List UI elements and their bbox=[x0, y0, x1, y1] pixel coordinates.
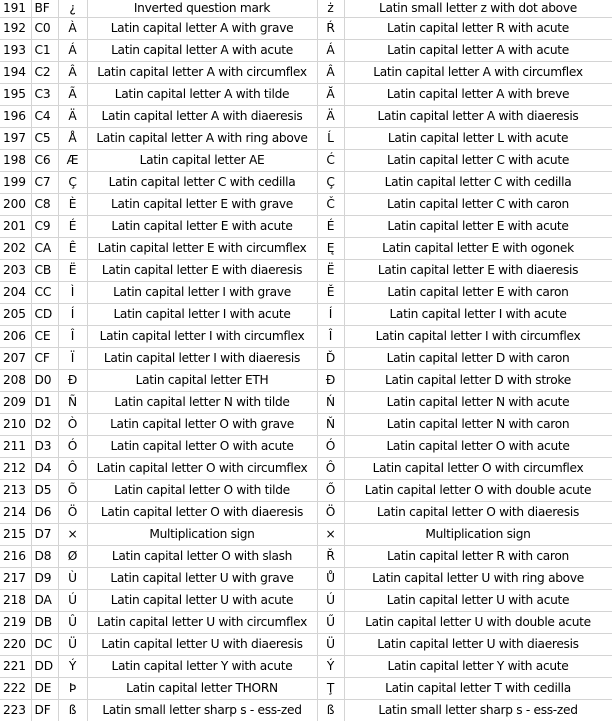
character-cell[interactable]: Å bbox=[58, 128, 87, 150]
hex-code-cell[interactable]: CB bbox=[31, 260, 58, 282]
character-cell[interactable]: Ý bbox=[58, 656, 87, 678]
decimal-code-cell[interactable]: 222 bbox=[0, 678, 31, 700]
alt-character-cell[interactable]: Ă bbox=[317, 84, 344, 106]
character-description-cell[interactable]: Latin capital letter O with grave bbox=[87, 414, 317, 436]
alt-character-cell[interactable]: Â bbox=[317, 62, 344, 84]
hex-code-cell[interactable]: D9 bbox=[31, 568, 58, 590]
decimal-code-cell[interactable]: 201 bbox=[0, 216, 31, 238]
decimal-code-cell[interactable]: 199 bbox=[0, 172, 31, 194]
alt-character-cell[interactable]: Ú bbox=[317, 590, 344, 612]
decimal-code-cell[interactable]: 214 bbox=[0, 502, 31, 524]
alt-character-cell[interactable]: Ü bbox=[317, 634, 344, 656]
character-description-cell[interactable]: Latin small letter sharp s - ess-zed bbox=[87, 700, 317, 721]
character-description-cell[interactable]: Latin capital letter U with grave bbox=[87, 568, 317, 590]
hex-code-cell[interactable]: C1 bbox=[31, 40, 58, 62]
table-row bbox=[0, 282, 612, 304]
character-cell[interactable]: Ù bbox=[58, 568, 87, 590]
alt-character-cell[interactable]: Á bbox=[317, 40, 344, 62]
alt-character-description-cell[interactable]: Latin capital letter O with diaeresis bbox=[344, 502, 612, 524]
table-row bbox=[0, 700, 612, 721]
character-cell[interactable]: Û bbox=[58, 612, 87, 634]
alt-character-description-cell[interactable]: Latin capital letter D with stroke bbox=[344, 370, 612, 392]
alt-character-cell[interactable]: Ô bbox=[317, 458, 344, 480]
character-cell[interactable]: Â bbox=[58, 62, 87, 84]
hex-code-cell[interactable]: C0 bbox=[31, 18, 58, 40]
alt-character-cell[interactable]: Ö bbox=[317, 502, 344, 524]
decimal-code-cell[interactable]: 220 bbox=[0, 634, 31, 656]
alt-character-description-cell[interactable]: Latin small letter sharp s - ess-zed bbox=[344, 700, 612, 721]
alt-character-cell[interactable]: Ţ bbox=[317, 678, 344, 700]
alt-character-cell[interactable]: × bbox=[317, 524, 344, 546]
table-row bbox=[0, 678, 612, 700]
decimal-code-cell[interactable]: 207 bbox=[0, 348, 31, 370]
character-description-cell[interactable]: Latin capital letter C with cedilla bbox=[87, 172, 317, 194]
hex-code-cell[interactable]: C4 bbox=[31, 106, 58, 128]
decimal-code-cell[interactable]: 208 bbox=[0, 370, 31, 392]
alt-character-description-cell[interactable]: Latin capital letter U with ring above bbox=[344, 568, 612, 590]
character-cell[interactable]: Ø bbox=[58, 546, 87, 568]
decimal-code-cell[interactable]: 210 bbox=[0, 414, 31, 436]
character-description-cell[interactable]: Latin capital letter A with ring above bbox=[87, 128, 317, 150]
decimal-code-cell[interactable]: 212 bbox=[0, 458, 31, 480]
character-description-cell[interactable]: Latin capital letter A with tilde bbox=[87, 84, 317, 106]
hex-code-cell[interactable]: D1 bbox=[31, 392, 58, 414]
alt-character-cell[interactable]: Ů bbox=[317, 568, 344, 590]
character-cell[interactable]: È bbox=[58, 194, 87, 216]
alt-character-cell[interactable]: Ę bbox=[317, 238, 344, 260]
hex-code-cell[interactable]: C6 bbox=[31, 150, 58, 172]
alt-character-cell[interactable]: Ű bbox=[317, 612, 344, 634]
alt-character-description-cell[interactable]: Latin capital letter U with double acute bbox=[344, 612, 612, 634]
alt-character-cell[interactable]: Ő bbox=[317, 480, 344, 502]
alt-character-cell[interactable]: Ç bbox=[317, 172, 344, 194]
alt-character-cell[interactable]: Ř bbox=[317, 546, 344, 568]
decimal-code-cell[interactable]: 209 bbox=[0, 392, 31, 414]
character-cell[interactable]: Ï bbox=[58, 348, 87, 370]
alt-character-description-cell[interactable]: Latin capital letter A with acute bbox=[344, 40, 612, 62]
hex-code-cell[interactable]: CF bbox=[31, 348, 58, 370]
hex-code-cell[interactable]: C7 bbox=[31, 172, 58, 194]
character-cell[interactable]: Ç bbox=[58, 172, 87, 194]
table-row bbox=[0, 238, 612, 260]
character-description-cell[interactable]: Inverted question mark bbox=[87, 0, 317, 18]
alt-character-description-cell[interactable]: Latin capital letter A with circumflex bbox=[344, 62, 612, 84]
decimal-code-cell[interactable]: 203 bbox=[0, 260, 31, 282]
decimal-code-cell[interactable]: 193 bbox=[0, 40, 31, 62]
table-row bbox=[0, 436, 612, 458]
character-description-cell[interactable]: Latin capital letter O with tilde bbox=[87, 480, 317, 502]
decimal-code-cell[interactable]: 218 bbox=[0, 590, 31, 612]
table-row bbox=[0, 458, 612, 480]
character-description-cell[interactable]: Latin capital letter O with slash bbox=[87, 546, 317, 568]
alt-character-cell[interactable]: Ä bbox=[317, 106, 344, 128]
alt-character-description-cell[interactable]: Latin small letter z with dot above bbox=[344, 0, 612, 18]
alt-character-description-cell[interactable]: Latin capital letter O with double acute bbox=[344, 480, 612, 502]
character-cell[interactable]: Ñ bbox=[58, 392, 87, 414]
hex-code-cell[interactable]: C9 bbox=[31, 216, 58, 238]
character-cell[interactable]: Ú bbox=[58, 590, 87, 612]
character-cell[interactable]: Á bbox=[58, 40, 87, 62]
character-cell[interactable]: Õ bbox=[58, 480, 87, 502]
table-row bbox=[0, 0, 612, 18]
character-description-cell[interactable]: Latin capital letter O with diaeresis bbox=[87, 502, 317, 524]
character-description-cell[interactable]: Latin capital letter A with grave bbox=[87, 18, 317, 40]
table-row bbox=[0, 634, 612, 656]
alt-character-cell[interactable]: Ŕ bbox=[317, 18, 344, 40]
character-cell[interactable]: Æ bbox=[58, 150, 87, 172]
character-description-cell[interactable]: Latin capital letter E with diaeresis bbox=[87, 260, 317, 282]
decimal-code-cell[interactable]: 217 bbox=[0, 568, 31, 590]
hex-code-cell[interactable]: CC bbox=[31, 282, 58, 304]
character-description-cell[interactable]: Multiplication sign bbox=[87, 524, 317, 546]
table-row bbox=[0, 40, 612, 62]
character-cell[interactable]: Ó bbox=[58, 436, 87, 458]
alt-character-description-cell[interactable]: Latin capital letter R with caron bbox=[344, 546, 612, 568]
hex-code-cell[interactable]: D8 bbox=[31, 546, 58, 568]
hex-code-cell[interactable]: D3 bbox=[31, 436, 58, 458]
character-description-cell[interactable]: Latin capital letter E with circumflex bbox=[87, 238, 317, 260]
decimal-code-cell[interactable]: 196 bbox=[0, 106, 31, 128]
alt-character-description-cell[interactable]: Latin capital letter E with caron bbox=[344, 282, 612, 304]
alt-character-description-cell[interactable]: Multiplication sign bbox=[344, 524, 612, 546]
decimal-code-cell[interactable]: 192 bbox=[0, 18, 31, 40]
table-row bbox=[0, 150, 612, 172]
alt-character-cell[interactable]: Ĺ bbox=[317, 128, 344, 150]
alt-character-description-cell[interactable]: Latin capital letter N with caron bbox=[344, 414, 612, 436]
alt-character-description-cell[interactable]: Latin capital letter L with acute bbox=[344, 128, 612, 150]
decimal-code-cell[interactable]: 216 bbox=[0, 546, 31, 568]
character-cell[interactable]: Ò bbox=[58, 414, 87, 436]
decimal-code-cell[interactable]: 206 bbox=[0, 326, 31, 348]
decimal-code-cell[interactable]: 194 bbox=[0, 62, 31, 84]
table-row bbox=[0, 216, 612, 238]
hex-code-cell[interactable]: D5 bbox=[31, 480, 58, 502]
character-cell[interactable]: Ô bbox=[58, 458, 87, 480]
alt-character-description-cell[interactable]: Latin capital letter O with acute bbox=[344, 436, 612, 458]
table-row bbox=[0, 590, 612, 612]
alt-character-description-cell[interactable]: Latin capital letter D with caron bbox=[344, 348, 612, 370]
table-row bbox=[0, 656, 612, 678]
decimal-code-cell[interactable]: 204 bbox=[0, 282, 31, 304]
table-row bbox=[0, 502, 612, 524]
hex-code-cell[interactable]: DB bbox=[31, 612, 58, 634]
character-cell[interactable]: ¿ bbox=[58, 0, 87, 18]
character-description-cell[interactable]: Latin capital letter THORN bbox=[87, 678, 317, 700]
decimal-code-cell[interactable]: 213 bbox=[0, 480, 31, 502]
alt-character-description-cell[interactable]: Latin capital letter I with acute bbox=[344, 304, 612, 326]
alt-character-cell[interactable]: Î bbox=[317, 326, 344, 348]
alt-character-description-cell[interactable]: Latin capital letter R with acute bbox=[344, 18, 612, 40]
table-row bbox=[0, 546, 612, 568]
alt-character-cell[interactable]: Ň bbox=[317, 414, 344, 436]
decimal-code-cell[interactable]: 215 bbox=[0, 524, 31, 546]
hex-code-cell[interactable]: C8 bbox=[31, 194, 58, 216]
alt-character-description-cell[interactable]: Latin capital letter E with acute bbox=[344, 216, 612, 238]
hex-code-cell[interactable]: D4 bbox=[31, 458, 58, 480]
character-description-cell[interactable]: Latin capital letter O with acute bbox=[87, 436, 317, 458]
hex-code-cell[interactable]: D2 bbox=[31, 414, 58, 436]
hex-code-cell[interactable]: DD bbox=[31, 656, 58, 678]
hex-code-cell[interactable]: CE bbox=[31, 326, 58, 348]
alt-character-description-cell[interactable]: Latin capital letter T with cedilla bbox=[344, 678, 612, 700]
table-row bbox=[0, 370, 612, 392]
hex-code-cell[interactable]: CA bbox=[31, 238, 58, 260]
alt-character-description-cell[interactable]: Latin capital letter O with circumflex bbox=[344, 458, 612, 480]
alt-character-description-cell[interactable]: Latin capital letter E with diaeresis bbox=[344, 260, 612, 282]
alt-character-description-cell[interactable]: Latin capital letter A with diaeresis bbox=[344, 106, 612, 128]
hex-code-cell[interactable]: D6 bbox=[31, 502, 58, 524]
hex-code-cell[interactable]: C5 bbox=[31, 128, 58, 150]
alt-character-cell[interactable]: ż bbox=[317, 0, 344, 18]
character-cell[interactable]: Ö bbox=[58, 502, 87, 524]
character-description-cell[interactable]: Latin capital letter A with circumflex bbox=[87, 62, 317, 84]
table-row bbox=[0, 392, 612, 414]
character-description-cell[interactable]: Latin capital letter AE bbox=[87, 150, 317, 172]
alt-character-cell[interactable]: Ý bbox=[317, 656, 344, 678]
hex-code-cell[interactable]: DA bbox=[31, 590, 58, 612]
table-row bbox=[0, 414, 612, 436]
hex-code-cell[interactable]: DE bbox=[31, 678, 58, 700]
character-description-cell[interactable]: Latin capital letter U with circumflex bbox=[87, 612, 317, 634]
table-row bbox=[0, 194, 612, 216]
alt-character-cell[interactable]: Í bbox=[317, 304, 344, 326]
decimal-code-cell[interactable]: 219 bbox=[0, 612, 31, 634]
table-row bbox=[0, 172, 612, 194]
character-cell[interactable]: Ë bbox=[58, 260, 87, 282]
table-row bbox=[0, 326, 612, 348]
alt-character-cell[interactable]: Ó bbox=[317, 436, 344, 458]
alt-character-cell[interactable]: Đ bbox=[317, 370, 344, 392]
alt-character-cell[interactable]: É bbox=[317, 216, 344, 238]
decimal-code-cell[interactable]: 197 bbox=[0, 128, 31, 150]
table-row bbox=[0, 480, 612, 502]
decimal-code-cell[interactable]: 195 bbox=[0, 84, 31, 106]
hex-code-cell[interactable]: D0 bbox=[31, 370, 58, 392]
alt-character-description-cell[interactable]: Latin capital letter U with diaeresis bbox=[344, 634, 612, 656]
alt-character-description-cell[interactable]: Latin capital letter A with breve bbox=[344, 84, 612, 106]
character-cell[interactable]: É bbox=[58, 216, 87, 238]
character-cell[interactable]: À bbox=[58, 18, 87, 40]
alt-character-cell[interactable]: Ë bbox=[317, 260, 344, 282]
table-row bbox=[0, 568, 612, 590]
alt-character-cell[interactable]: Ć bbox=[317, 150, 344, 172]
character-cell[interactable]: Î bbox=[58, 326, 87, 348]
character-description-cell[interactable]: Latin capital letter U with diaeresis bbox=[87, 634, 317, 656]
decimal-code-cell[interactable]: 198 bbox=[0, 150, 31, 172]
alt-character-description-cell[interactable]: Latin capital letter N with acute bbox=[344, 392, 612, 414]
alt-character-description-cell[interactable]: Latin capital letter C with acute bbox=[344, 150, 612, 172]
hex-code-cell[interactable]: CD bbox=[31, 304, 58, 326]
character-description-cell[interactable]: Latin capital letter E with acute bbox=[87, 216, 317, 238]
character-cell[interactable]: ß bbox=[58, 700, 87, 721]
character-cell[interactable]: × bbox=[58, 524, 87, 546]
character-cell[interactable]: Ä bbox=[58, 106, 87, 128]
alt-character-cell[interactable]: Ń bbox=[317, 392, 344, 414]
character-description-cell[interactable]: Latin capital letter ETH bbox=[87, 370, 317, 392]
alt-character-description-cell[interactable]: Latin capital letter I with circumflex bbox=[344, 326, 612, 348]
character-description-cell[interactable]: Latin capital letter E with grave bbox=[87, 194, 317, 216]
hex-code-cell[interactable]: C3 bbox=[31, 84, 58, 106]
character-cell[interactable]: Ê bbox=[58, 238, 87, 260]
decimal-code-cell[interactable]: 205 bbox=[0, 304, 31, 326]
alt-character-description-cell[interactable]: Latin capital letter C with cedilla bbox=[344, 172, 612, 194]
character-description-cell[interactable]: Latin capital letter I with circumflex bbox=[87, 326, 317, 348]
hex-code-cell[interactable]: DC bbox=[31, 634, 58, 656]
table-row bbox=[0, 128, 612, 150]
character-description-cell[interactable]: Latin capital letter A with diaeresis bbox=[87, 106, 317, 128]
character-description-cell[interactable]: Latin capital letter I with acute bbox=[87, 304, 317, 326]
hex-code-cell[interactable]: D7 bbox=[31, 524, 58, 546]
decimal-code-cell[interactable]: 221 bbox=[0, 656, 31, 678]
character-cell[interactable]: Þ bbox=[58, 678, 87, 700]
character-cell[interactable]: Ã bbox=[58, 84, 87, 106]
alt-character-description-cell[interactable]: Latin capital letter U with acute bbox=[344, 590, 612, 612]
table-row bbox=[0, 84, 612, 106]
table-row bbox=[0, 260, 612, 282]
hex-code-cell[interactable]: DF bbox=[31, 700, 58, 721]
alt-character-cell[interactable]: Ď bbox=[317, 348, 344, 370]
alt-character-description-cell[interactable]: Latin capital letter Y with acute bbox=[344, 656, 612, 678]
alt-character-description-cell[interactable]: Latin capital letter C with caron bbox=[344, 194, 612, 216]
hex-code-cell[interactable]: BF bbox=[31, 0, 58, 18]
character-cell[interactable]: Í bbox=[58, 304, 87, 326]
table-row bbox=[0, 612, 612, 634]
character-description-cell[interactable]: Latin capital letter O with circumflex bbox=[87, 458, 317, 480]
character-description-cell[interactable]: Latin capital letter A with acute bbox=[87, 40, 317, 62]
table-row bbox=[0, 62, 612, 84]
table-row bbox=[0, 304, 612, 326]
character-cell[interactable]: Ì bbox=[58, 282, 87, 304]
character-cell[interactable]: Đ bbox=[58, 370, 87, 392]
character-cell[interactable]: Ü bbox=[58, 634, 87, 656]
alt-character-cell[interactable]: Ě bbox=[317, 282, 344, 304]
table-row bbox=[0, 348, 612, 370]
character-description-cell[interactable]: Latin capital letter U with acute bbox=[87, 590, 317, 612]
table-row bbox=[0, 18, 612, 40]
decimal-code-cell[interactable]: 223 bbox=[0, 700, 31, 721]
character-description-cell[interactable]: Latin capital letter I with diaeresis bbox=[87, 348, 317, 370]
decimal-code-cell[interactable]: 200 bbox=[0, 194, 31, 216]
decimal-code-cell[interactable]: 191 bbox=[0, 0, 31, 18]
hex-code-cell[interactable]: C2 bbox=[31, 62, 58, 84]
character-description-cell[interactable]: Latin capital letter I with grave bbox=[87, 282, 317, 304]
character-description-cell[interactable]: Latin capital letter Y with acute bbox=[87, 656, 317, 678]
character-description-cell[interactable]: Latin capital letter N with tilde bbox=[87, 392, 317, 414]
decimal-code-cell[interactable]: 202 bbox=[0, 238, 31, 260]
alt-character-cell[interactable]: ß bbox=[317, 700, 344, 721]
table-row bbox=[0, 524, 612, 546]
decimal-code-cell[interactable]: 211 bbox=[0, 436, 31, 458]
alt-character-description-cell[interactable]: Latin capital letter E with ogonek bbox=[344, 238, 612, 260]
table-row bbox=[0, 106, 612, 128]
alt-character-cell[interactable]: Č bbox=[317, 194, 344, 216]
